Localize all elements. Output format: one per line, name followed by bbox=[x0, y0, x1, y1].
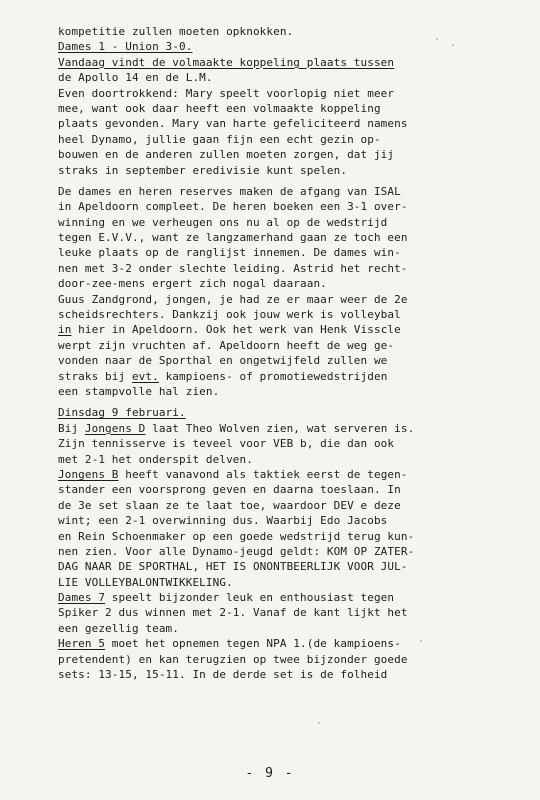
ink-speck bbox=[436, 38, 438, 40]
underlined-text: Dinsdag 9 februari. bbox=[58, 406, 186, 420]
text-segment: vonden naar de Sporthal en ongetwijfeld zullen we bbox=[58, 354, 388, 368]
ink-speck bbox=[452, 44, 454, 46]
text-segment: moet het opnemen tegen NPA 1.(de kampioens- bbox=[105, 637, 401, 651]
text-line bbox=[58, 147, 508, 162]
text-line bbox=[58, 163, 508, 178]
text-segment: speelt bijzonder leuk en enthousiast tegen bbox=[105, 591, 395, 605]
text-line bbox=[58, 307, 508, 322]
text-line bbox=[58, 116, 508, 131]
text-line bbox=[58, 70, 508, 85]
text-segment: hier in Apeldoorn. Ook het werk van Henk Visscle bbox=[71, 323, 401, 337]
text-segment: kampioens- of promotiewedstrijden bbox=[158, 369, 388, 383]
page-number: - 9 - bbox=[245, 766, 295, 781]
text-segment: Even doortrokkend: Mary speelt voorlopig niet meer bbox=[58, 86, 395, 100]
ink-speck bbox=[420, 640, 422, 642]
text-line bbox=[58, 292, 508, 307]
text-line bbox=[58, 245, 508, 260]
text-segment: sets: 13-15, 15-11. In de derde set is de folheid bbox=[58, 668, 388, 682]
text-line bbox=[58, 667, 508, 682]
text-segment: en Rein Schoenmaker op een goede wedstrijd terug kun- bbox=[58, 529, 415, 543]
text-line bbox=[58, 590, 508, 605]
text-segment: door-zee-mens ergert zich nogal daaraan. bbox=[58, 277, 327, 291]
paragraph bbox=[58, 24, 508, 178]
text-segment: een stampvolle hal zien. bbox=[58, 384, 220, 398]
text-segment: Spiker 2 dus winnen met 2-1. Vanaf de kant lijkt het bbox=[58, 606, 408, 620]
text-line bbox=[58, 529, 508, 544]
text-line bbox=[58, 652, 508, 667]
text-segment: mee, want ook daar heeft een volmaakte koppeling bbox=[58, 101, 381, 115]
text-line bbox=[58, 559, 508, 574]
text-segment: de Apollo 14 en de L.M. bbox=[58, 71, 213, 85]
text-segment: stander een voorsprong geven en daarna toeslaan. In bbox=[58, 483, 401, 497]
text-segment: kompetitie zullen moeten opknokken. bbox=[58, 25, 294, 38]
text-line bbox=[58, 39, 508, 54]
text-segment: laat Theo Wolven zien, wat serveren is. bbox=[145, 421, 415, 435]
underlined-text: Vandaag vindt de volmaakte koppeling plaats tussen bbox=[58, 55, 395, 69]
text-line bbox=[58, 467, 508, 482]
text-line bbox=[58, 436, 508, 451]
paragraph bbox=[58, 184, 508, 399]
text-segment: in Apeldoorn compleet. De heren boeken een 3-1 over- bbox=[58, 200, 408, 214]
text-segment: heel Dynamo, jullie gaan fijn een echt gezin op- bbox=[58, 132, 381, 146]
text-segment: nen met 3-2 onder slechte leiding. Astrid het recht- bbox=[58, 261, 408, 275]
text-line bbox=[58, 575, 508, 590]
text-segment: straks bij bbox=[58, 369, 132, 383]
text-line bbox=[58, 452, 508, 467]
ink-speck bbox=[318, 722, 320, 724]
underlined-text: Jongens B bbox=[58, 467, 119, 481]
underlined-text: Dames 7 bbox=[58, 591, 106, 605]
text-line bbox=[58, 544, 508, 559]
text-segment: LIE VOLLEYBALONTWIKKELING. bbox=[58, 575, 233, 589]
text-line bbox=[58, 636, 508, 651]
text-segment: wint; een 2-1 overwinning dus. Waarbij Edo Jacobs bbox=[58, 514, 388, 528]
underlined-text: Heren 5 bbox=[58, 637, 106, 651]
text-segment: bouwen en de anderen zullen moeten zorgen, dat jij bbox=[58, 148, 395, 162]
text-segment: Zijn tennisserve is teveel voor VEB b, die dan ook bbox=[58, 437, 395, 451]
text-segment: De dames en heren reserves maken de afgang van ISAL bbox=[58, 184, 401, 198]
text-segment: tegen E.V.V., want ze langzamerhand gaan ze toch een bbox=[58, 231, 408, 245]
typed-text-body bbox=[58, 24, 508, 682]
text-line bbox=[58, 184, 508, 199]
text-line bbox=[58, 86, 508, 101]
text-line bbox=[58, 261, 508, 276]
text-line bbox=[58, 605, 508, 620]
text-segment: straks in september eredivisie kunt spelen. bbox=[58, 163, 348, 177]
text-segment: winning en we verheugen ons nu al op de wedstrijd bbox=[58, 215, 388, 229]
text-line bbox=[58, 338, 508, 353]
text-line bbox=[58, 101, 508, 116]
text-segment: heeft vanavond als taktiek eerst de tegen- bbox=[118, 467, 408, 481]
text-segment: DAG NAAR DE SPORTHAL, HET IS ONONTBEERLIJK VOOR JUL- bbox=[58, 560, 408, 574]
text-line bbox=[58, 384, 508, 399]
underlined-text: Dames 1 - Union 3-0. bbox=[58, 40, 193, 54]
text-line bbox=[58, 215, 508, 230]
text-segment: scheidsrechters. Dankzij ook jouw werk is volleybal bbox=[58, 308, 401, 322]
text-segment: Guus Zandgrond, jongen, je had ze er maar weer de 2e bbox=[58, 292, 408, 306]
text-line bbox=[58, 55, 508, 70]
text-line bbox=[58, 199, 508, 214]
text-segment: Bij bbox=[58, 421, 85, 435]
text-segment: nen zien. Voor alle Dynamo-jeugd geldt: KOM OP ZATER- bbox=[58, 544, 415, 558]
text-line bbox=[58, 276, 508, 291]
text-line bbox=[58, 482, 508, 497]
text-line bbox=[58, 132, 508, 147]
paragraph bbox=[58, 405, 508, 682]
text-line bbox=[58, 24, 508, 39]
underlined-text: in bbox=[58, 323, 72, 337]
text-segment: de 3e set slaan ze te laat toe, waardoor DEV e deze bbox=[58, 498, 401, 512]
text-segment: pretendent) en kan terugzien op twee bijzonder goede bbox=[58, 652, 408, 666]
text-segment: leuke plaats op de ranglijst innemen. De dames win- bbox=[58, 246, 401, 260]
text-line bbox=[58, 513, 508, 528]
text-segment: plaats gevonden. Mary van harte gefeliciteerd namens bbox=[58, 117, 408, 131]
text-segment: werpt zijn vruchten af. Apeldoorn heeft de weg ge- bbox=[58, 338, 395, 352]
text-line bbox=[58, 230, 508, 245]
text-segment: een gezellig team. bbox=[58, 621, 180, 635]
underlined-text: Jongens D bbox=[84, 421, 146, 435]
text-segment: met 2-1 het onderspit delven. bbox=[58, 452, 253, 466]
text-line bbox=[58, 621, 508, 636]
text-line bbox=[58, 421, 508, 436]
text-line bbox=[58, 498, 508, 513]
text-line bbox=[58, 353, 508, 368]
text-line bbox=[58, 322, 508, 337]
text-line bbox=[58, 369, 508, 384]
text-line bbox=[58, 405, 508, 420]
underlined-text: evt. bbox=[131, 369, 159, 383]
